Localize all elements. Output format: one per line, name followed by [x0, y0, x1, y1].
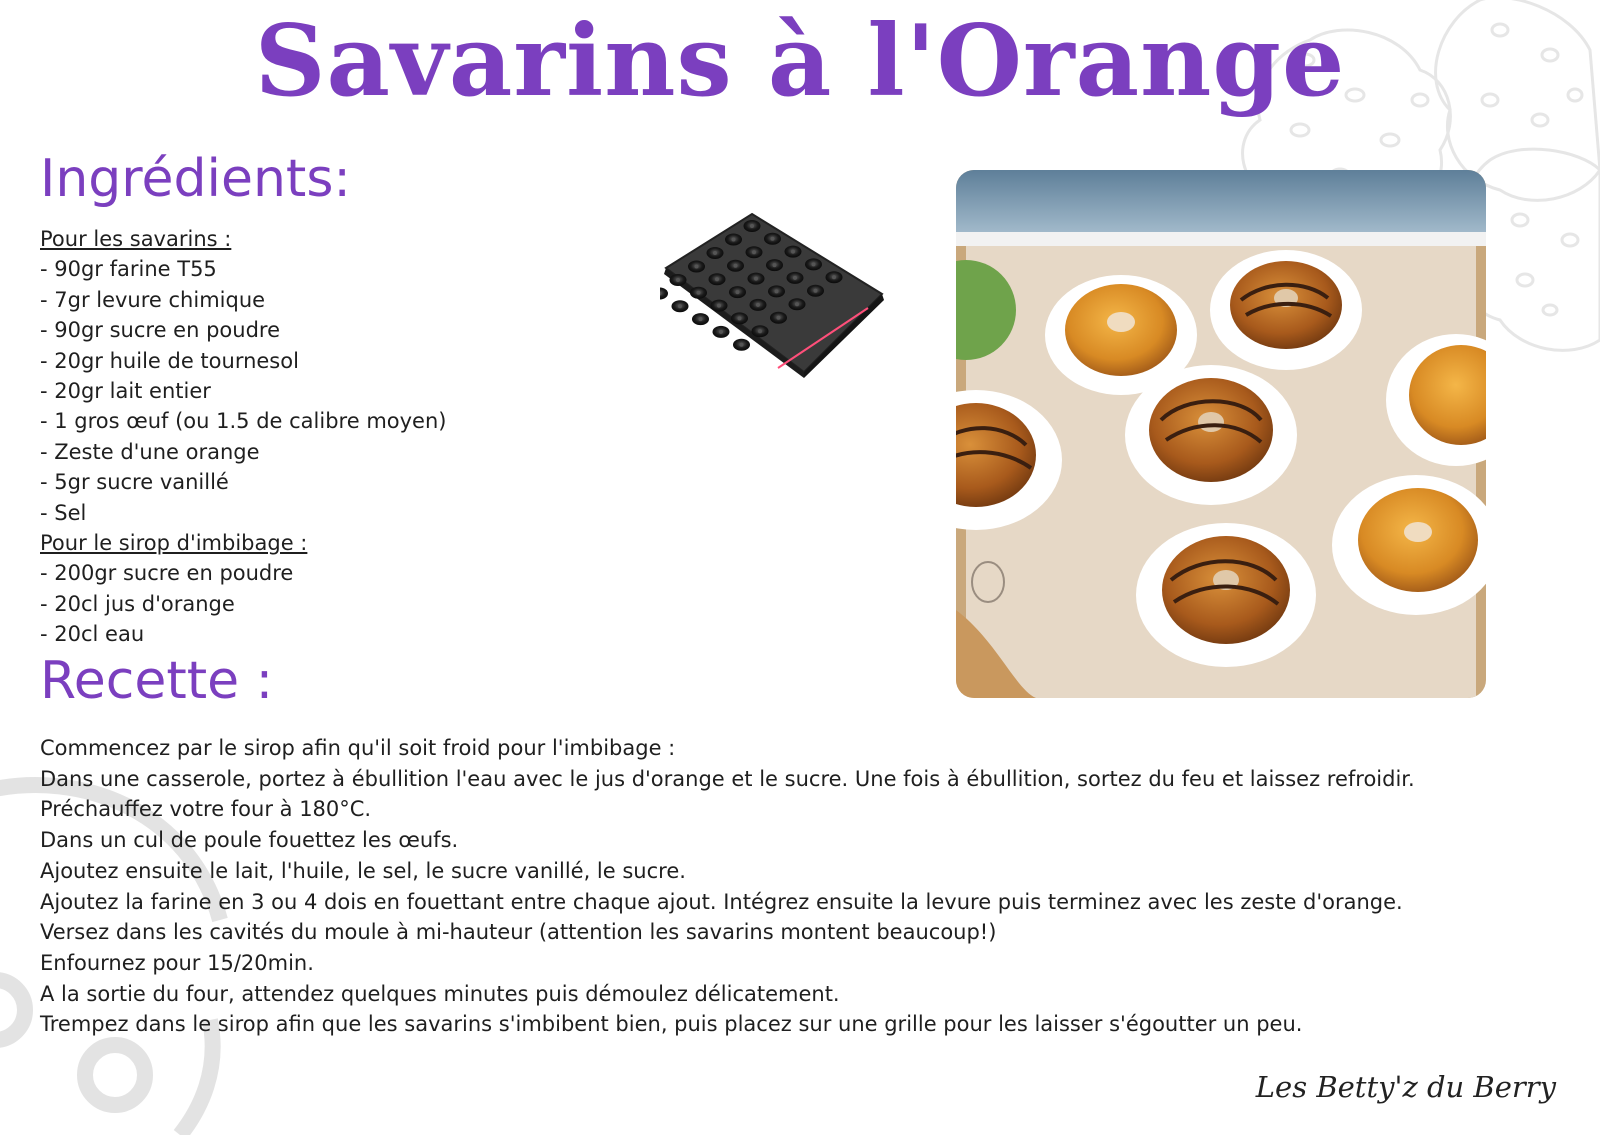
ingredient-item: - 1 gros œuf (ou 1.5 de calibre moyen): [40, 409, 447, 434]
recipe-step: Ajoutez la farine en 3 ou 4 dois en fouettant entre chaque ajout. Intégrez ensuite la levure puis terminez avec les zeste d'orange.: [40, 889, 1403, 914]
recipe-step: Trempez dans le sirop afin que les savarins s'imbibent bien, puis placez sur une grille pour les laisser s'égoutter un peu.: [40, 1012, 1303, 1037]
savarins-subheading: Pour les savarins :: [40, 227, 232, 251]
recipe-step: Enfournez pour 15/20min.: [40, 950, 314, 975]
syrup-subheading: Pour le sirop d'imbibage :: [40, 531, 308, 556]
recipe-step: Préchauffez votre four à 180°C.: [40, 797, 372, 822]
ingredient-item: - 90gr farine T55: [40, 257, 217, 282]
ingredient-item: - 20gr huile de tournesol: [40, 348, 299, 373]
ingredient-item: - 90gr sucre en poudre: [40, 318, 280, 343]
recipe-step: Commencez par le sirop afin qu'il soit froid pour l'imbibage :: [40, 736, 676, 760]
recipe-steps: [40, 733, 1580, 1040]
recipe-step: Dans une casserole, portez à ébullition l'eau avec le jus d'orange et le sucre. Une fois à ébullition, sortez du feu et laissez refroidir.: [40, 766, 1415, 791]
ingredient-item: - 200gr sucre en poudre: [40, 561, 294, 586]
ingredient-item: - 7gr levure chimique: [40, 287, 266, 312]
recipe-step: A la sortie du four, attendez quelques minutes puis démoulez délicatement.: [40, 981, 840, 1006]
ingredient-item: - Zeste d'une orange: [40, 439, 260, 464]
ingredient-item: - Sel: [40, 500, 87, 525]
savarins-photo: [956, 170, 1486, 698]
ingredients-list: [40, 224, 640, 650]
ingredients-heading: Ingrédients:: [40, 149, 351, 209]
ingredient-item: - 5gr sucre vanillé: [40, 470, 229, 495]
recipe-heading: Recette :: [40, 651, 274, 711]
recipe-step: Dans un cul de poule fouettez les œufs.: [40, 828, 459, 853]
signature: Les Betty'z du Berry: [1255, 1070, 1556, 1104]
ingredient-item: - 20cl eau: [40, 622, 145, 647]
ingredient-item: - 20gr lait entier: [40, 379, 211, 404]
page-title: Savarins à l'Orange: [254, 4, 1346, 119]
recipe-step: Versez dans les cavités du moule à mi-hauteur (attention les savarins montent beaucoup!): [40, 920, 997, 945]
savarin-mold-image: [660, 208, 892, 378]
recipe-step: Ajoutez ensuite le lait, l'huile, le sel, le sucre vanillé, le sucre.: [40, 858, 686, 883]
ingredient-item: - 20cl jus d'orange: [40, 591, 235, 616]
